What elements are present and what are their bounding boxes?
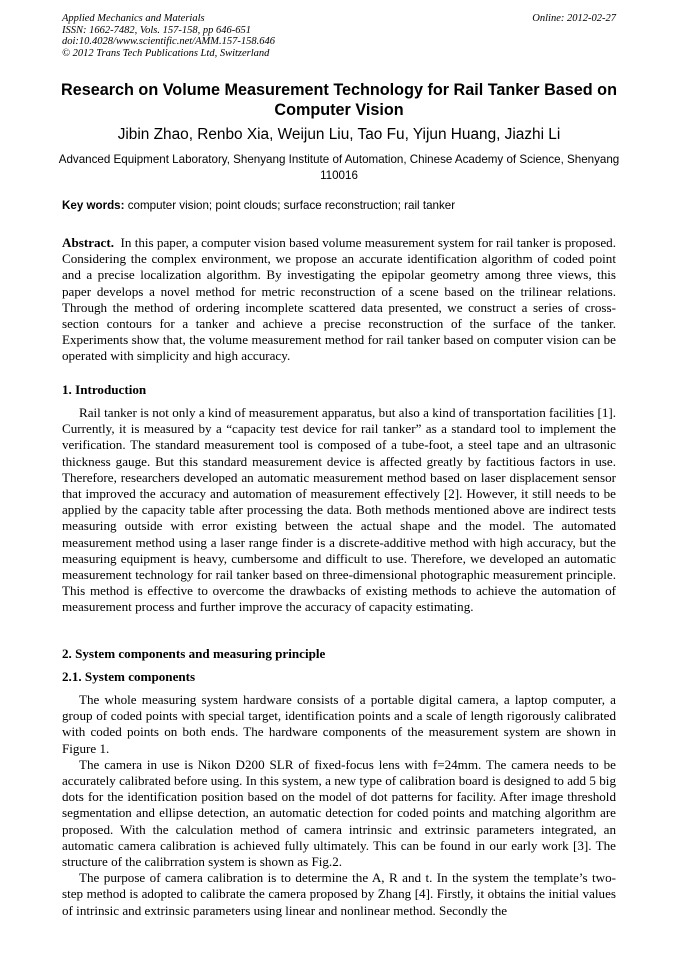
journal-name: Applied Mechanics and Materials (62, 13, 205, 24)
paragraph-text: The camera in use is Nikon D200 SLR of fixed-focus lens with f=24mm. The camera needs to be accurately calibrated before using. In this system, a new type of calibration board is designed to add 5 big dots for the identification position based on the model of dot patterns for facility. After image threshold segmentation and ellipse detection, an automatic detection for coded points and matching algorithm are proposed. With the calculation method of camera intrinsic and extrinsic parameters integrated, an automatic camera calibration is achieved fully ultimately. This can be found in our early work [3]. The structure of the calibrration system is shown as Fig.2. (62, 756, 616, 870)
section-heading: 1. Introduction (62, 382, 147, 397)
author-list: Jibin Zhao, Renbo Xia, Weijun Liu, Tao Fu, Yijun Huang, Jiazhi Li (117, 126, 561, 143)
subsection-system-components (62, 669, 616, 685)
section-heading: 2. System components and measuring principle (62, 646, 326, 661)
system-paragraphs (62, 692, 616, 919)
abstract (62, 235, 620, 365)
paragraph-text: The purpose of camera calibration is to determine the A, R and t. In the system the template’s two-step method is adopted to calibrate the camera proposed by Zhang [4]. Firstly, it obtains the initial values of intrinsic and extrinsic parameters using linear and nonlinear method. Secondly the (62, 870, 616, 918)
keywords-label: Key words: (62, 199, 125, 212)
subsection-heading: 2.1. System components (62, 669, 196, 684)
abstract-text: In this paper, a computer vision based volume measurement system for rail tanker is proposed. Considering the complex environment, we propose an accurate identification algorithm of coded point and a precise localization algorithm. By investigating the epipolar geometry among three views, this paper develops a novel method for metric reconstruction of a scene based on the trilinear relations. Through the method of ordering incomplete scattered data presented, we construct a series of cross-section contours for a tanker and achieve a precise reconstruction of the surface of the tanker. Experiments show that, the volume measurement method for rail tanker based on computer vision can be operated with simplicity and high accuracy. (62, 235, 620, 364)
abstract-label: Abstract. (62, 235, 114, 250)
section-introduction (62, 382, 616, 398)
paper-title: Research on Volume Measurement Technology for Rail Tanker Based on Computer Vision (61, 81, 617, 119)
online-date: Online: 2012-02-27 (532, 13, 616, 24)
copyright-line: © 2012 Trans Tech Publications Ltd, Switzerland (62, 47, 270, 59)
affiliation: Advanced Equipment Laboratory, Shenyang Institute of Automation, Chinese Academy of Science, Shenyang 110016 (58, 153, 620, 182)
doi-line: doi:10.4028/www.scientific.net/AMM.157-158.646 (62, 36, 275, 48)
keywords (62, 198, 622, 213)
paragraph-text: Rail tanker is not only a kind of measurement apparatus, but also a kind of transportation facilities [1]. Currently, it is measured by a “capacity test device for rail tanker” as a standard tool to implement the verification. The standard measurement tool is composed of a tube-foot, a steel tape and an ultrasonic thickness gauge. But this standard measurement device is affected greatly by factitious factors in use. Therefore, researchers developed an automatic measurement method based on laser displacement sensor that improved the accuracy and automation of measurement effectively [2]. However, it still needs to be applied by the capacity table after processing the data. Both methods mentioned above are indirect tests measuring outside with error existing between the actual shape and the model. The automated measurement method using a laser range finder is a discrete-additive method with high accuracy, but the measuring equipment is heavy, cumbersome and difficult to use. Therefore, we developed an automatic measurement technology for rail tanker based on three-dimensional photographic measurement principle. This method is effective to overcome the drawbacks of existing methods to achieve the automation of measurement process and further improve the accuracy of capacity estimating. (62, 405, 616, 615)
intro-paragraph (62, 405, 616, 616)
section-system (62, 646, 616, 662)
paragraph-text: The whole measuring system hardware consists of a portable digital camera, a laptop computer, a group of coded points with special target, identification points and a scale of length rigorously calibrated with coded points on both ends. The hardware components of the measurement system are shown in Figure 1. (62, 692, 616, 756)
keywords-text: computer vision; point clouds; surface reconstruction; rail tanker (124, 199, 456, 212)
issn-line: ISSN: 1662-7482, Vols. 157-158, pp 646-651 (62, 24, 251, 36)
journal-header (62, 13, 616, 59)
